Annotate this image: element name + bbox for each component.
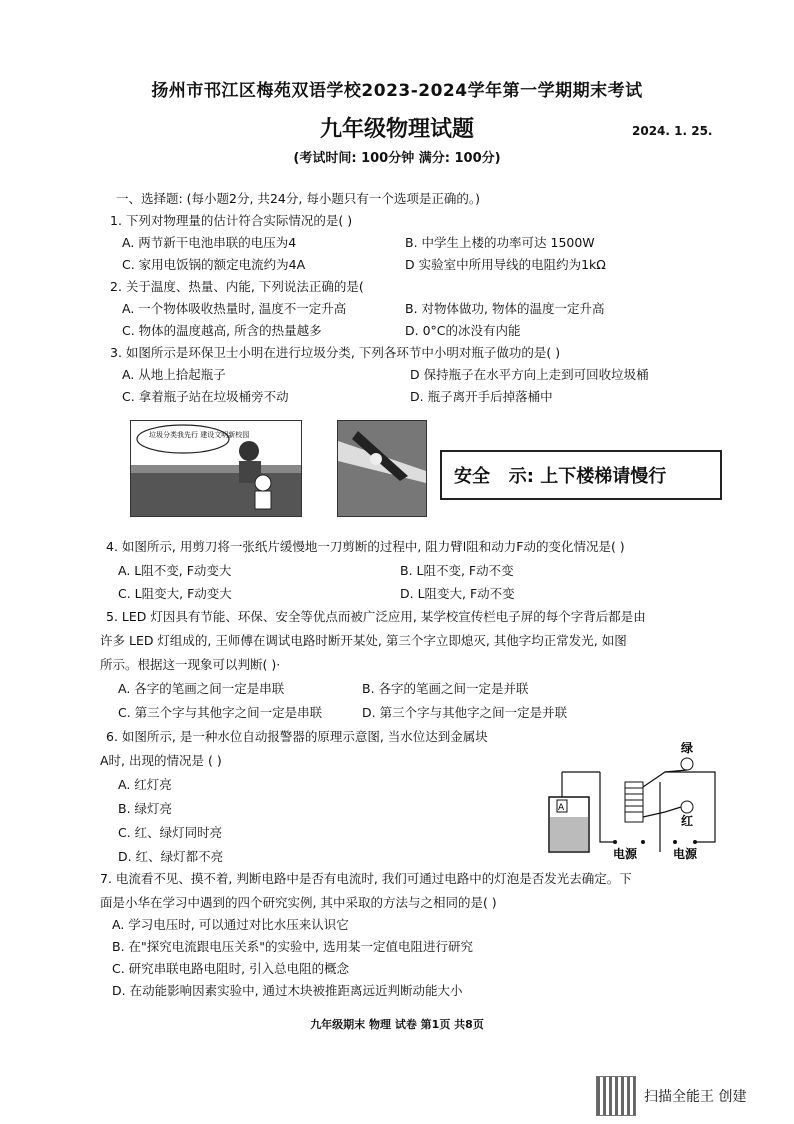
qr-code-icon [596, 1076, 636, 1116]
question-5-line-1: 5. LED 灯因具有节能、环保、安全等优点而被广泛应用, 某学校宣传栏电子屏的每个字背后都是由 [106, 609, 646, 624]
q5-option-d: D. 第三个字与其他字之间一定是并联 [362, 705, 568, 720]
water-level-alarm-circuit [545, 742, 720, 860]
scissors-figure [337, 420, 427, 517]
q3-option-d: D. 瓶子离开手后掉落桶中 [410, 389, 553, 404]
q5-option-b: B. 各字的笔画之间一定是并联 [362, 681, 529, 696]
question-1-stem: 1. 下列对物理量的估计符合实际情况的是( ) [110, 213, 353, 228]
question-5-line-2: 许多 LED 灯组成的, 王师傅在调试电路时断开某处, 第三个字立即熄灭, 其他字均正常发光, 如图 [100, 633, 627, 648]
power-source-1-label: 电源 [613, 847, 638, 860]
notice-text: 安全 示: 上下楼梯请慢行 [454, 466, 667, 487]
red-lamp-label: 红 [681, 814, 694, 828]
q7-option-a: A. 学习电压时, 可以通过对比水压来认识它 [112, 917, 349, 932]
q1-option-c: C. 家用电饭锅的额定电流约为4A [122, 257, 306, 272]
q4-option-c: C. L阻变大, F动变大 [118, 586, 232, 601]
q1-option-a: A. 两节新干电池串联的电压为4 [122, 235, 297, 250]
q7-option-b: B. 在"探究电流跟电压关系"的实验中, 选用某一定值电阻进行研究 [112, 939, 473, 954]
q2-option-c: C. 物体的温度越高, 所含的热量越多 [122, 323, 322, 338]
q3-option-a: A. 从地上拾起瓶子 [122, 367, 226, 382]
question-6-line-2: A时, 出现的情况是 ( ) [100, 753, 222, 768]
question-4-stem: 4. 如图所示, 用剪刀将一张纸片缓慢地一刀剪断的过程中, 阻力臂l阻和动力F动的变化情况是( ) [106, 539, 625, 554]
q6-option-b: B. 绿灯亮 [118, 801, 173, 816]
q4-option-a: A. L阻不变, F动变大 [118, 563, 232, 578]
q4-option-d: D. L阻变大, F动不变 [400, 586, 515, 601]
speech-bubble-text: 垃圾分类我先行 建设文明新校园 [149, 431, 250, 439]
scanner-watermark [596, 1076, 746, 1116]
school-title: 扬州市邗江区梅苑双语学校2023-2024学年第一学期期末考试 [151, 81, 643, 101]
power-source-2-label: 电源 [673, 847, 698, 860]
q6-option-a: A. 红灯亮 [118, 777, 172, 792]
exam-date: 2024. 1. 25. [632, 124, 713, 138]
green-lamp-label: 绿 [681, 742, 694, 755]
question-7-line-1: 7. 电流看不见、摸不着, 判断电路中是否有电流时, 我们可通过电路中的灯泡是否发光去确定。下 [100, 871, 632, 886]
led-notice-sign [440, 450, 722, 500]
q5-option-c: C. 第三个字与其他字之间一定是串联 [118, 705, 323, 720]
q4-option-b: B. L阻不变, F动不变 [400, 563, 514, 578]
q5-option-a: A. 各字的笔画之间一定是串联 [118, 681, 285, 696]
question-2-stem: 2. 关于温度、热量、内能, 下列说法正确的是( [110, 279, 364, 294]
scanner-text: 扫描全能王 创建 [644, 1089, 747, 1105]
section-header: 一、选择题: (每小题2分, 共24分, 每小题只有一个选项是正确的。) [116, 191, 480, 206]
q1-option-d: D 实验室中所用导线的电阻约为1kΩ [405, 257, 606, 272]
exam-title: 九年级物理试题 [319, 117, 474, 142]
q1-option-b: B. 中学生上楼的功率可达 1500W [405, 235, 595, 250]
q2-option-a: A. 一个物体吸收热量时, 温度不一定升高 [122, 301, 347, 316]
question-5-line-3: 所示。根据这一现象可以判断( )· [100, 657, 281, 672]
q7-option-d: D. 在动能影响因素实验中, 通过木块被推距离远近判断动能大小 [112, 983, 463, 998]
question-6-line-1: 6. 如图所示, 是一种水位自动报警器的原理示意图, 当水位达到金属块 [106, 729, 488, 744]
q2-option-b: B. 对物体做功, 物体的温度一定升高 [405, 301, 605, 316]
question-7-line-2: 面是小华在学习中遇到的四个研究实例, 其中采取的方法与之相同的是( ) [100, 895, 497, 910]
metal-block-a-label: A [558, 803, 565, 813]
q3-option-c: C. 拿着瓶子站在垃圾桶旁不动 [122, 389, 289, 404]
page-footer: 九年级期末 物理 试卷 第1页 共8页 [310, 1018, 484, 1031]
q2-option-d: D. 0°C的冰没有内能 [405, 323, 521, 338]
exam-meta: (考试时间: 100分钟 满分: 100分) [293, 151, 501, 166]
q7-option-c: C. 研究串联电路电阻时, 引入总电阻的概念 [112, 961, 350, 976]
recycling-scene-image [130, 420, 302, 517]
q3-option-b: D 保持瓶子在水平方向上走到可回收垃圾桶 [410, 367, 649, 382]
q6-option-d: D. 红、绿灯都不亮 [118, 849, 224, 864]
question-3-stem: 3. 如图所示是环保卫士小明在进行垃圾分类, 下列各环节中小明对瓶子做功的是( ) [110, 345, 561, 360]
q6-option-c: C. 红、绿灯同时亮 [118, 825, 223, 840]
